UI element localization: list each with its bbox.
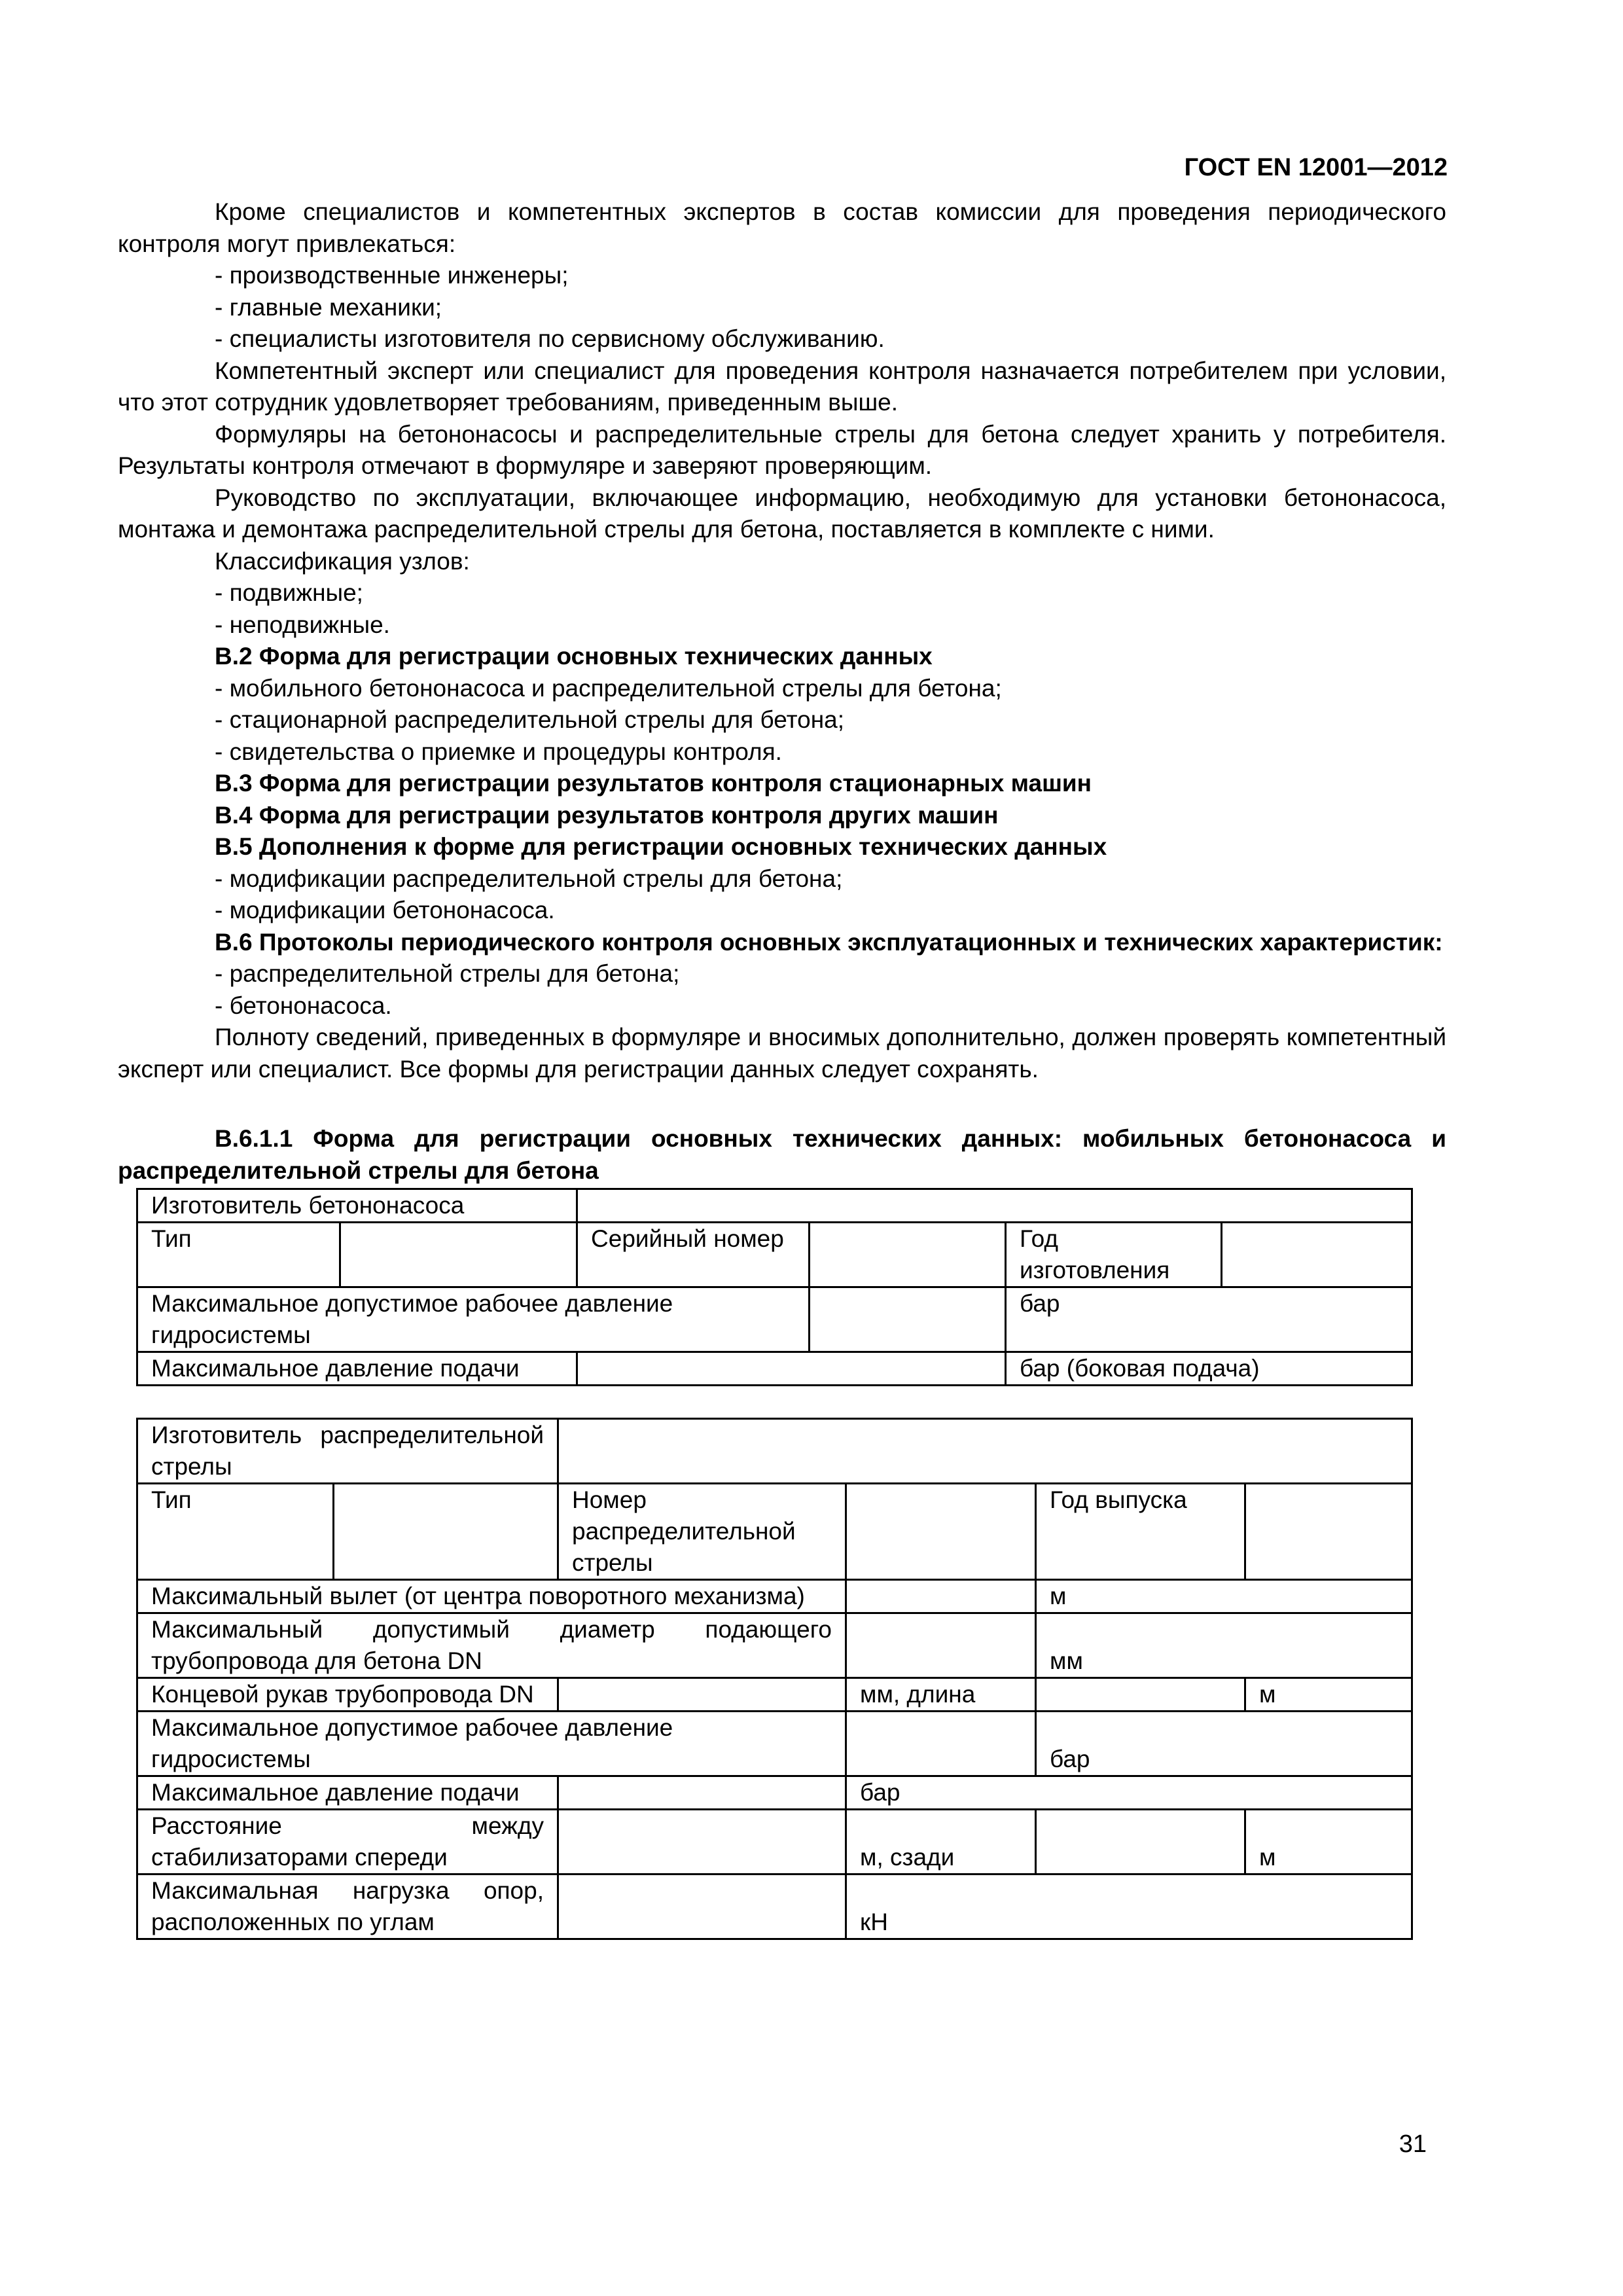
table-row xyxy=(137,1712,1412,1776)
list-item: - неподвижные. xyxy=(215,611,390,638)
pump-max-feed-pressure-field[interactable] xyxy=(577,1352,1006,1386)
list-item: - стационарной распределительной стрелы для бетона; xyxy=(215,706,844,733)
support-load-unit: кН xyxy=(846,1874,1412,1939)
list-item: - подвижные; xyxy=(215,579,363,606)
list-item: - производственные инженеры; xyxy=(215,262,569,289)
document-id: ГОСТ EN 12001—2012 xyxy=(1184,154,1448,181)
outrigger-front-field[interactable] xyxy=(558,1810,846,1874)
list-item: - мобильного бетононасоса и распределительной стрелы для бетона; xyxy=(215,674,1002,702)
boom-max-diameter-field[interactable] xyxy=(846,1613,1036,1678)
boom-type-field[interactable] xyxy=(334,1484,558,1580)
table-row xyxy=(137,1776,1412,1810)
list-item: - главные механики; xyxy=(215,293,442,321)
paragraph-manual: Руководство по эксплуатации, включающее информацию, необходимую для установки бетононасоса, монтажа и демонтажа распределительной стрелы для бетона, поставляется в комплекте с ними. xyxy=(118,484,1446,543)
boom-max-hyd-pressure-label: Максимальное допустимое рабочее давление гидросистемы xyxy=(137,1712,846,1776)
boom-year-field[interactable] xyxy=(1245,1484,1412,1580)
boom-manufacturer-field[interactable] xyxy=(558,1419,1412,1484)
boom-max-feed-pressure-label: Максимальное давление подачи xyxy=(137,1776,558,1810)
boom-data-form xyxy=(136,1418,1413,1940)
list-item: - модификации бетононасоса. xyxy=(215,897,555,924)
page-number: 31 xyxy=(1399,2130,1427,2158)
paragraph-classification: Классификация узлов: xyxy=(215,547,470,575)
list-item: - специалисты изготовителя по сервисному обслуживанию. xyxy=(215,325,885,352)
boom-manufacturer-label: Изготовитель распределительной стрелы xyxy=(137,1419,558,1484)
table-row xyxy=(137,1189,1412,1223)
boom-feed-pressure-unit: бар xyxy=(846,1776,1412,1810)
table-row xyxy=(137,1874,1412,1939)
list-item: - бетононасоса. xyxy=(215,992,392,1019)
max-support-load-field[interactable] xyxy=(558,1874,846,1939)
list-item: - распределительной стрелы для бетона; xyxy=(215,960,680,987)
boom-hyd-pressure-unit: бар xyxy=(1036,1712,1412,1776)
boom-max-diameter-label: Максимальный допустимый диаметр подающего трубопровода для бетона DN xyxy=(137,1613,846,1678)
outrigger-distance-label: Расстояние между стабилизаторами спереди xyxy=(137,1810,558,1874)
table-row xyxy=(137,1484,1412,1580)
max-support-load-label: Максимальная нагрузка опор, расположенных по углам xyxy=(137,1874,558,1939)
table-row xyxy=(137,1613,1412,1678)
pump-serial-label: Серийный номер xyxy=(577,1223,810,1287)
pump-data-form xyxy=(136,1188,1413,1386)
pump-year-label: Год изготовления xyxy=(1006,1223,1222,1287)
table-row xyxy=(137,1419,1412,1484)
boom-reach-unit: м xyxy=(1036,1580,1412,1613)
table-row xyxy=(137,1223,1412,1287)
pump-type-label: Тип xyxy=(137,1223,340,1287)
list-item: - модификации распределительной стрелы для бетона; xyxy=(215,865,843,892)
page-content xyxy=(118,196,1446,1940)
pump-max-feed-pressure-label: Максимальное давление подачи xyxy=(137,1352,577,1386)
section-heading-b3: В.3 Форма для регистрации результатов контроля стационарных машин xyxy=(215,770,1092,797)
paragraph-commission: Кроме специалистов и компетентных экспертов в состав комиссии для проведения периодического контроля могут привлекаться: xyxy=(118,198,1446,257)
pump-manufacturer-field[interactable] xyxy=(577,1189,1412,1223)
section-heading-b5: В.5 Дополнения к форме для регистрации основных технических данных xyxy=(215,833,1107,860)
list-item: - свидетельства о приемке и процедуры контроля. xyxy=(215,738,782,765)
table-row xyxy=(137,1580,1412,1613)
pump-serial-field[interactable] xyxy=(810,1223,1006,1287)
pump-type-field[interactable] xyxy=(340,1223,577,1287)
section-heading-b2: В.2 Форма для регистрации основных технических данных xyxy=(215,643,933,670)
pump-year-field[interactable] xyxy=(1222,1223,1412,1287)
pump-pressure-unit: бар xyxy=(1006,1287,1412,1352)
section-heading-b611: В.6.1.1 Форма для регистрации основных технических данных: мобильных бетононасоса и распределительной стрелы для бетона xyxy=(118,1125,1446,1184)
boom-max-reach-label: Максимальный вылет (от центра поворотного механизма) xyxy=(137,1580,846,1613)
paragraph-completeness: Полноту сведений, приведенных в формуляре и вносимых дополнительно, должен проверять компетентный эксперт или специалист. Все формы для регистрации данных следует сохранять. xyxy=(118,1024,1446,1083)
boom-max-hyd-pressure-field[interactable] xyxy=(846,1712,1036,1776)
section-heading-b6: В.6 Протоколы периодического контроля основных эксплуатационных и технических характеристик: xyxy=(215,928,1443,956)
end-hose-label: Концевой рукав трубопровода DN xyxy=(137,1678,558,1712)
outrigger-rear-unit: м xyxy=(1245,1810,1412,1874)
boom-type-label: Тип xyxy=(137,1484,334,1580)
boom-year-label: Год выпуска xyxy=(1036,1484,1245,1580)
end-hose-diameter-field[interactable] xyxy=(558,1678,846,1712)
boom-max-reach-field[interactable] xyxy=(846,1580,1036,1613)
boom-max-feed-pressure-field[interactable] xyxy=(558,1776,846,1810)
boom-number-label: Номер распределительной стрелы xyxy=(558,1484,846,1580)
table-row xyxy=(137,1287,1412,1352)
boom-diameter-unit: мм xyxy=(1036,1613,1412,1678)
pump-max-hyd-pressure-label: Максимальное допустимое рабочее давление гидросистемы xyxy=(137,1287,810,1352)
end-hose-length-field[interactable] xyxy=(1036,1678,1245,1712)
boom-number-field[interactable] xyxy=(846,1484,1036,1580)
outrigger-rear-label: м, сзади xyxy=(846,1810,1036,1874)
end-hose-length-label: мм, длина xyxy=(846,1678,1036,1712)
paragraph-forms: Формуляры на бетононасосы и распределительные стрелы для бетона следует хранить у потребителя. Результаты контроля отмечают в формуляре и заверяют проверяющим. xyxy=(118,420,1446,479)
table-row xyxy=(137,1678,1412,1712)
pump-max-hyd-pressure-field[interactable] xyxy=(810,1287,1006,1352)
outrigger-rear-field[interactable] xyxy=(1036,1810,1245,1874)
pump-manufacturer-label: Изготовитель бетононасоса xyxy=(137,1189,577,1223)
pump-feed-pressure-unit: бар (боковая подача) xyxy=(1006,1352,1412,1386)
end-hose-length-unit: м xyxy=(1245,1678,1412,1712)
section-heading-b4: В.4 Форма для регистрации результатов контроля других машин xyxy=(215,801,999,829)
table-row xyxy=(137,1352,1412,1386)
paragraph-expert: Компетентный эксперт или специалист для проведения контроля назначается потребителем при условии, что этот сотрудник удовлетворяет требованиям, приведенным выше. xyxy=(118,357,1446,416)
table-row xyxy=(137,1810,1412,1874)
